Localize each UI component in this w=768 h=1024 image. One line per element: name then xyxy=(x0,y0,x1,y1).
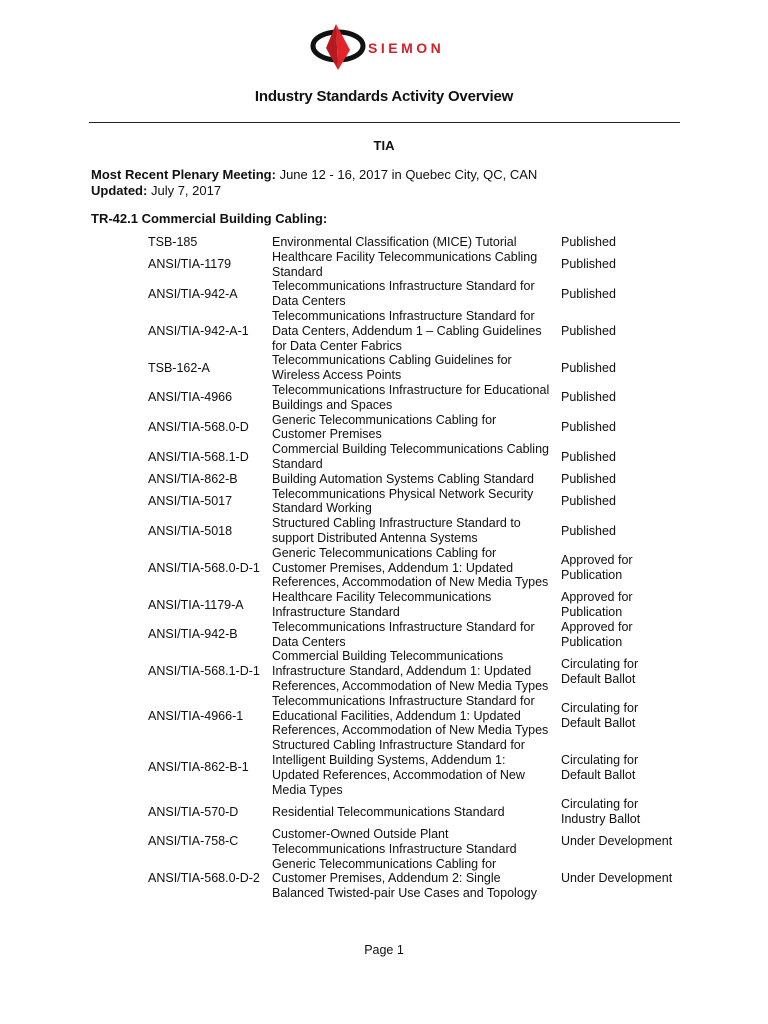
status-line: Publication xyxy=(561,604,623,619)
standard-description xyxy=(272,805,556,820)
table-row xyxy=(0,857,768,901)
description-line: Environmental Classification (MICE) Tutorial xyxy=(272,235,517,249)
standard-description xyxy=(272,413,556,443)
status-line: Default Ballot xyxy=(561,715,636,730)
description-line: Media Types xyxy=(272,782,343,797)
table-row xyxy=(0,827,768,857)
description-line: Telecommunications Infrastructure Standard for xyxy=(272,619,535,634)
description-line: Generic Telecommunications Cabling for xyxy=(272,412,497,427)
siemon-logo xyxy=(310,22,470,74)
standard-status xyxy=(561,871,691,886)
status-line: Published xyxy=(561,419,616,434)
description-line: Customer Premises xyxy=(272,427,382,442)
standard-description xyxy=(272,442,556,472)
standard-description xyxy=(272,250,556,280)
description-line: Structured Cabling Infrastructure Standard for xyxy=(272,738,525,753)
status-line: Circulating for xyxy=(561,656,639,671)
standard-status xyxy=(561,553,691,583)
table-row xyxy=(0,620,768,650)
description-line: Educational Facilities, Addendum 1: Updated xyxy=(272,708,521,723)
description-line: Standard xyxy=(272,264,323,279)
description-line: Healthcare Facility Telecommunications Cabling xyxy=(272,249,538,264)
standard-status xyxy=(561,287,691,302)
description-line: Standard Working xyxy=(272,501,372,516)
standard-status xyxy=(561,657,691,687)
table-row xyxy=(0,516,768,546)
logo-wordmark: SIEMON xyxy=(368,40,445,56)
standard-status xyxy=(561,834,691,849)
standard-code: ANSI/TIA-568.0-D-2 xyxy=(148,871,260,886)
standard-description xyxy=(272,516,556,546)
standard-description xyxy=(272,235,556,250)
description-line: Commercial Building Telecommunications Cabling xyxy=(272,442,549,457)
standard-description xyxy=(272,694,556,738)
standard-code: ANSI/TIA-862-B xyxy=(148,471,238,486)
table-row xyxy=(0,442,768,472)
status-line: Default Ballot xyxy=(561,767,636,782)
standard-description xyxy=(272,487,556,517)
description-line: References, Accommodation of New Media Types xyxy=(272,678,549,693)
section-heading: TIA xyxy=(373,138,395,153)
standard-code: ANSI/TIA-4966 xyxy=(148,390,233,405)
standard-description xyxy=(272,353,556,383)
status-line: Published xyxy=(561,323,616,338)
description-line: Customer Premises, Addendum 2: Single xyxy=(272,871,501,886)
status-line: Published xyxy=(561,390,616,405)
standard-description xyxy=(272,590,556,620)
table-row xyxy=(0,383,768,413)
standard-code: TSB-185 xyxy=(148,235,198,249)
standard-code: ANSI/TIA-568.0-D xyxy=(148,419,249,434)
standard-description xyxy=(272,620,556,650)
table-row xyxy=(0,797,768,827)
description-line: Telecommunications Cabling Guidelines for xyxy=(272,353,512,368)
description-line: Telecommunications Infrastructure Standard for xyxy=(272,309,535,323)
standard-status xyxy=(561,620,691,650)
standard-status xyxy=(561,235,691,250)
table-row xyxy=(0,279,768,309)
status-line: Approved for xyxy=(561,619,633,634)
description-line: Balanced Twisted-pair Use Cases and Topology xyxy=(272,886,537,901)
status-line: Circulating for xyxy=(561,752,639,767)
table-row xyxy=(0,309,768,353)
table-row xyxy=(0,353,768,383)
description-line: Customer-Owned Outside Plant xyxy=(272,827,449,841)
description-line: Generic Telecommunications Cabling for xyxy=(272,545,497,560)
status-line: Published xyxy=(561,286,616,301)
description-line: Commercial Building Telecommunications xyxy=(272,649,504,664)
standard-description xyxy=(272,649,556,693)
standard-code: ANSI/TIA-568.1-D-1 xyxy=(148,664,260,679)
standard-status xyxy=(561,524,691,539)
updated-label: Updated: xyxy=(91,183,148,198)
table-row xyxy=(0,235,768,250)
standard-code: ANSI/TIA-942-B xyxy=(148,627,238,642)
description-line: Generic Telecommunications Cabling for xyxy=(272,856,497,871)
meeting-info xyxy=(91,167,537,199)
description-line: Structured Cabling Infrastructure Standard to xyxy=(272,516,521,531)
status-line: Published xyxy=(561,257,616,272)
standard-code: ANSI/TIA-5018 xyxy=(148,523,233,538)
standard-status xyxy=(561,797,691,827)
status-line: Approved for xyxy=(561,590,633,605)
standard-status xyxy=(561,361,691,376)
description-line: Intelligent Building Systems, Addendum 1: xyxy=(272,752,506,767)
standard-status xyxy=(561,753,691,783)
table-row xyxy=(0,738,768,797)
description-line: Telecommunications Physical Network Security xyxy=(272,486,534,501)
page-number: Page 1 xyxy=(364,943,404,957)
description-line: Telecommunications Infrastructure Standard xyxy=(272,841,517,856)
status-line: Circulating for xyxy=(561,701,639,716)
table-row xyxy=(0,590,768,620)
meeting-value: June 12 - 16, 2017 in Quebec City, QC, CAN xyxy=(279,167,538,182)
description-line: Healthcare Facility Telecommunications xyxy=(272,590,492,605)
standard-description xyxy=(272,472,556,487)
standard-code: TSB-162-A xyxy=(148,360,210,375)
status-line: Published xyxy=(561,471,616,486)
description-line: Telecommunications Infrastructure for Educational xyxy=(272,383,550,397)
group-heading: TR-42.1 Commercial Building Cabling: xyxy=(91,211,328,226)
standard-code: ANSI/TIA-942-A xyxy=(148,286,238,301)
table-row xyxy=(0,487,768,517)
standard-description xyxy=(272,546,556,590)
status-line: Publication xyxy=(561,567,623,582)
standard-description xyxy=(272,383,556,413)
standard-code: ANSI/TIA-1179-A xyxy=(148,597,244,612)
table-row xyxy=(0,250,768,280)
standard-code: ANSI/TIA-942-A-1 xyxy=(148,323,249,338)
table-row xyxy=(0,649,768,693)
standard-code: ANSI/TIA-862-B-1 xyxy=(148,760,249,775)
standard-status xyxy=(561,701,691,731)
description-line: Standard xyxy=(272,456,323,471)
standard-code: ANSI/TIA-1179 xyxy=(148,257,232,272)
status-line: Publication xyxy=(561,634,623,649)
standard-code: ANSI/TIA-568.1-D xyxy=(148,449,249,464)
description-line: Data Centers, Addendum 1 – Cabling Guidelines xyxy=(272,323,542,338)
standard-description xyxy=(272,309,556,353)
standard-code: ANSI/TIA-570-D xyxy=(148,804,239,819)
status-line: Default Ballot xyxy=(561,671,636,686)
table-row xyxy=(0,413,768,443)
standard-description xyxy=(272,279,556,309)
page-title: Industry Standards Activity Overview xyxy=(254,88,514,105)
status-line: Published xyxy=(561,523,616,538)
standard-status xyxy=(561,257,691,272)
updated-value: July 7, 2017 xyxy=(150,183,222,198)
standard-code: ANSI/TIA-758-C xyxy=(148,834,239,849)
meeting-label: Most Recent Plenary Meeting: xyxy=(91,167,276,182)
status-line: Approved for xyxy=(561,553,633,568)
description-line: for Data Center Fabrics xyxy=(272,338,402,353)
description-line: Buildings and Spaces xyxy=(272,397,393,412)
status-line: Published xyxy=(561,360,616,375)
description-line: Wireless Access Points xyxy=(272,368,402,383)
description-line: Infrastructure Standard xyxy=(272,604,400,619)
status-line: Published xyxy=(561,493,616,508)
standard-code: ANSI/TIA-568.0-D-1 xyxy=(148,560,260,575)
status-line: Under Development xyxy=(561,871,673,886)
description-line: Residential Telecommunications Standard xyxy=(272,804,505,819)
status-line: Industry Ballot xyxy=(561,812,641,827)
standard-status xyxy=(561,472,691,487)
table-row xyxy=(0,472,768,487)
description-line: Telecommunications Infrastructure Standard for xyxy=(272,279,535,294)
standard-code: ANSI/TIA-5017 xyxy=(148,493,233,508)
standard-description xyxy=(272,738,556,797)
description-line: References, Accommodation of New Media Types xyxy=(272,575,549,590)
standard-status xyxy=(561,324,691,339)
standard-code: ANSI/TIA-4966-1 xyxy=(148,708,244,723)
standard-description xyxy=(272,827,556,857)
description-line: Customer Premises, Addendum 1: Updated xyxy=(272,560,514,575)
description-line: support Distributed Antenna Systems xyxy=(272,530,478,545)
status-line: Circulating for xyxy=(561,797,639,812)
description-line: References, Accommodation of New Media Types xyxy=(272,723,549,738)
standard-status xyxy=(561,590,691,620)
standard-status xyxy=(561,390,691,405)
status-line: Under Development xyxy=(561,834,673,849)
standard-status xyxy=(561,494,691,509)
status-line: Published xyxy=(561,235,616,249)
description-line: Updated References, Accommodation of New xyxy=(272,767,525,782)
standard-status xyxy=(561,450,691,465)
standard-status xyxy=(561,420,691,435)
table-row xyxy=(0,546,768,590)
description-line: Data Centers xyxy=(272,634,346,649)
table-row xyxy=(0,694,768,738)
description-line: Telecommunications Infrastructure Standard for xyxy=(272,693,535,708)
standard-description xyxy=(272,857,556,901)
description-line: Infrastructure Standard, Addendum 1: Updated xyxy=(272,664,532,679)
description-line: Data Centers xyxy=(272,294,346,309)
description-line: Building Automation Systems Cabling Standard xyxy=(272,471,534,486)
title-divider xyxy=(89,122,680,123)
status-line: Published xyxy=(561,449,616,464)
